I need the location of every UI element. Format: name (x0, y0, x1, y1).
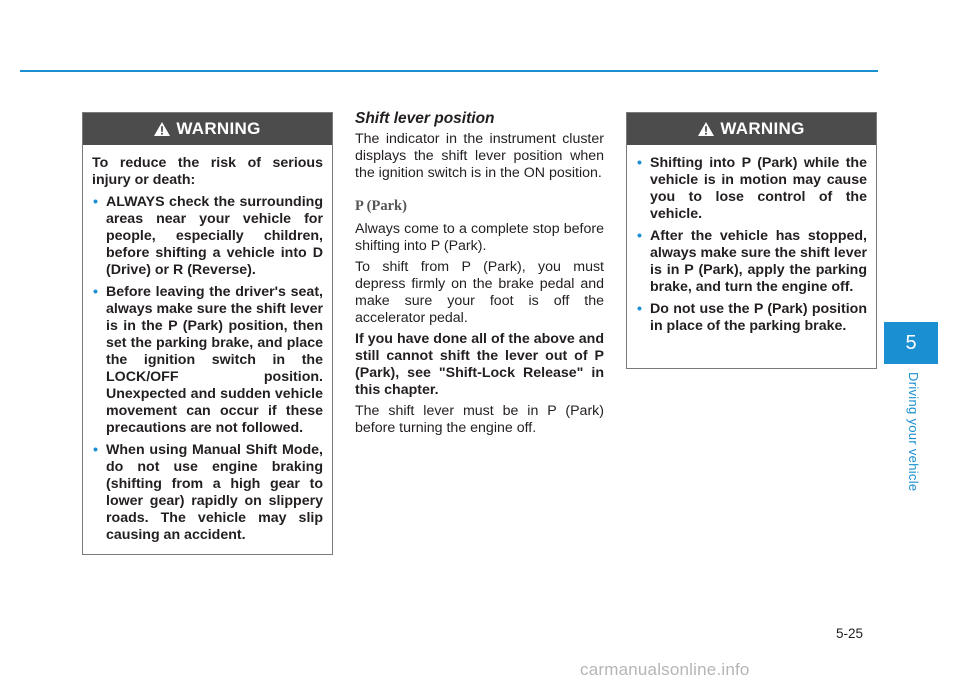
page-number: 5-25 (836, 626, 864, 641)
list-item (636, 155, 867, 223)
list-item-text: ALWAYS check the surrounding areas near your vehicle for people, especially children, before shifting a vehicle into D (Drive) or R (Reverse). (106, 194, 323, 278)
list-item (636, 301, 867, 335)
warning-header-text: WARNING (720, 119, 805, 138)
warning-list (92, 194, 323, 544)
warning-triangle-icon (698, 122, 714, 136)
warning-box-left (82, 112, 333, 555)
paragraph: The indicator in the instrument cluster displays the shift lever position when the ignition switch is in the ON position. (355, 131, 604, 181)
warning-header-text: WARNING (176, 119, 261, 138)
list-item (92, 284, 323, 437)
paragraph: Always come to a complete stop before shifting into P (Park). (355, 221, 604, 254)
warning-body (627, 145, 876, 354)
list-item (92, 442, 323, 544)
chapter-title: Driving your vehicle (906, 372, 921, 492)
section-heading: Shift lever position (355, 110, 495, 127)
bullet-dot: • (93, 442, 98, 458)
chapter-tab: 5 (884, 322, 938, 364)
warning-body (83, 145, 332, 563)
list-item-text: Do not use the P (Park) position in place of the parking brake. (650, 301, 867, 334)
bullet-dot: • (637, 155, 642, 171)
paragraph: The shift lever must be in P (Park) before turning the engine off. (355, 403, 604, 436)
list-item (92, 194, 323, 279)
bullet-dot: • (637, 228, 642, 244)
warning-triangle-icon (154, 122, 170, 136)
warning-box-right (626, 112, 877, 369)
warning-list (636, 155, 867, 335)
bullet-dot: • (93, 194, 98, 210)
paragraph: To shift from P (Park), you must depress firmly on the brake pedal and make sure your foot is off the accelerator pedal. (355, 259, 604, 326)
warning-header (627, 113, 876, 145)
warning-header (83, 113, 332, 145)
list-item-text: Shifting into P (Park) while the vehicle is in motion may cause you to lose control of the vehicle. (650, 155, 867, 222)
top-rule (20, 70, 878, 72)
list-item-text: Before leaving the driver's seat, always make sure the shift lever is in the P (Park) position, then set the parking brake, and place the ignition switch in the LOCK/OFF position. Unexpected and sudden vehicle movement can occur if these precautions are not followed. (106, 284, 323, 436)
main-column (355, 110, 604, 441)
paragraph-bold: If you have done all of the above and still cannot shift the lever out of P (Park), see "Shift-Lock Release" in this chapter. (355, 331, 604, 398)
list-item-text: After the vehicle has stopped, always make sure the shift lever is in P (Park), apply the parking brake, and turn the engine off. (650, 228, 867, 295)
list-item (636, 228, 867, 296)
bullet-dot: • (637, 301, 642, 317)
bullet-dot: • (93, 284, 98, 300)
list-item-text: When using Manual Shift Mode, do not use engine braking (shifting from a high gear to lower gear) rapidly on slippery roads. The vehicle may slip causing an accident. (106, 442, 323, 543)
watermark: carmanualsonline.info (580, 660, 750, 679)
warning-intro: To reduce the risk of serious injury or death: (92, 155, 323, 188)
subsection-heading: P (Park) (355, 198, 407, 214)
